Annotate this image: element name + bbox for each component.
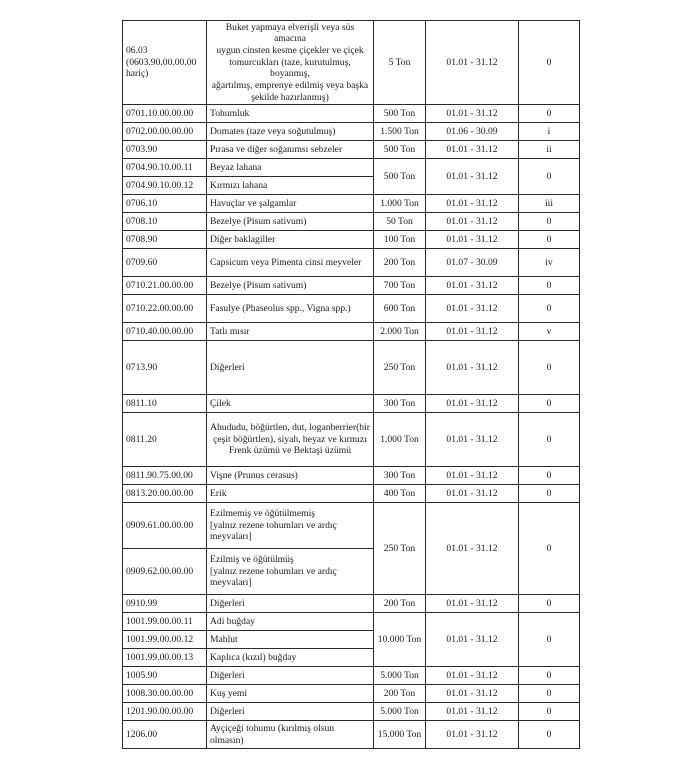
product-description-cell: Capsicum veya Pimenta cinsi meyveler — [207, 249, 374, 277]
product-description-cell: Fasulye (Phaseolus spp., Vigna spp.) — [207, 295, 374, 323]
quota-note-cell: 0 — [519, 413, 580, 467]
quota-period-cell: 01.01 - 31.12 — [426, 467, 519, 485]
hs-code-cell: 0713.90 — [123, 341, 207, 395]
hs-code-cell: 0710.22.00.00.00 — [123, 295, 207, 323]
hs-code-cell: 1206.00 — [123, 721, 207, 749]
hs-code-cell: 0704.90.10.00.12 — [123, 177, 207, 195]
hs-code-cell: 1005.90 — [123, 667, 207, 685]
quota-quantity-cell: 250 Ton — [374, 503, 426, 595]
quota-note-cell: 0 — [519, 685, 580, 703]
hs-code-cell: 0910.99 — [123, 595, 207, 613]
hs-code-cell: 0909.61.00.00.00 — [123, 503, 207, 549]
quota-period-cell: 01.07 - 30.09 — [426, 249, 519, 277]
table-row — [123, 159, 580, 177]
quota-note-cell: 0 — [519, 595, 580, 613]
product-description-cell: Ezilmemiş ve öğütülmemiş [yalnız rezene tohumları ve ardıç meyvaları] — [207, 503, 374, 549]
product-description-cell: Kaplıca (kızıl) buğday — [207, 649, 374, 667]
table-row — [123, 323, 580, 341]
hs-code-cell: 0909.62.00.00.00 — [123, 549, 207, 595]
product-description-cell: Kuş yemi — [207, 685, 374, 703]
product-description-cell: Beyaz lahana — [207, 159, 374, 177]
tariff-quota-table — [122, 20, 580, 749]
product-description-cell: Diğerleri — [207, 595, 374, 613]
quota-period-cell: 01.01 - 31.12 — [426, 277, 519, 295]
hs-code-cell: 0811.10 — [123, 395, 207, 413]
hs-code-cell: 0704.90.10.00.11 — [123, 159, 207, 177]
hs-code-cell: 0703.90 — [123, 141, 207, 159]
product-description-cell: Havuçlar ve şalgamlar — [207, 195, 374, 213]
quota-period-cell: 01.01 - 31.12 — [426, 703, 519, 721]
quota-note-cell: 0 — [519, 21, 580, 105]
table-row — [123, 685, 580, 703]
table-row — [123, 249, 580, 277]
quota-note-cell: 0 — [519, 395, 580, 413]
table-row — [123, 703, 580, 721]
product-description-cell: Adi buğday — [207, 613, 374, 631]
table-row — [123, 21, 580, 105]
quota-note-cell: iii — [519, 195, 580, 213]
quota-period-cell: 01.01 - 31.12 — [426, 231, 519, 249]
quota-quantity-cell: 15.000 Ton — [374, 721, 426, 749]
quota-period-cell: 01.01 - 31.12 — [426, 667, 519, 685]
table-row — [123, 667, 580, 685]
hs-code-cell: 0708.10 — [123, 213, 207, 231]
product-description-cell: Diğerleri — [207, 703, 374, 721]
quota-quantity-cell: 200 Ton — [374, 685, 426, 703]
quota-quantity-cell: 50 Ton — [374, 213, 426, 231]
quota-quantity-cell: 5 Ton — [374, 21, 426, 105]
quota-quantity-cell: 400 Ton — [374, 485, 426, 503]
quota-quantity-cell: 1.500 Ton — [374, 123, 426, 141]
product-description-cell: Buket yapmaya elverişli veya süs amacına uygun cinsten kesme çiçekler ve çiçek tomurcukları (taze, kurutulmuş, boyanmış, ağartılmış, emprenye edilmiş veya başka şekilde hazırlanmış) — [207, 21, 374, 105]
quota-note-cell: 0 — [519, 213, 580, 231]
hs-code-cell: 0708.90 — [123, 231, 207, 249]
quota-note-cell: 0 — [519, 159, 580, 195]
quota-period-cell: 01.01 - 31.12 — [426, 323, 519, 341]
quota-note-cell: v — [519, 323, 580, 341]
quota-quantity-cell: 500 Ton — [374, 105, 426, 123]
hs-code-cell: 0701.10.00.00.00 — [123, 105, 207, 123]
product-description-cell: Çilek — [207, 395, 374, 413]
product-description-cell: Bezelye (Pisum sativum) — [207, 277, 374, 295]
quota-period-cell: 01.01 - 31.12 — [426, 195, 519, 213]
product-description-cell: Pırasa ve diğer soğanımsı sebzeler — [207, 141, 374, 159]
quota-period-cell: 01.01 - 31.12 — [426, 685, 519, 703]
quota-quantity-cell: 600 Ton — [374, 295, 426, 323]
quota-period-cell: 01.01 - 31.12 — [426, 213, 519, 231]
table-body — [123, 21, 580, 749]
hs-code-cell: 0811.20 — [123, 413, 207, 467]
hs-code-cell: 1001.99.00.00.13 — [123, 649, 207, 667]
hs-code-cell: 0813.20.00.00.00 — [123, 485, 207, 503]
table-row — [123, 395, 580, 413]
product-description-cell: Diğer baklagiller — [207, 231, 374, 249]
quota-period-cell: 01.01 - 31.12 — [426, 503, 519, 595]
quota-quantity-cell: 1.000 Ton — [374, 195, 426, 213]
quota-note-cell: 0 — [519, 105, 580, 123]
quota-quantity-cell: 700 Ton — [374, 277, 426, 295]
quota-note-cell: 0 — [519, 467, 580, 485]
quota-quantity-cell: 2.000 Ton — [374, 323, 426, 341]
quota-quantity-cell: 10.000 Ton — [374, 613, 426, 667]
table-row — [123, 721, 580, 749]
table-row — [123, 413, 580, 467]
quota-period-cell: 01.01 - 31.12 — [426, 295, 519, 323]
quota-note-cell: iv — [519, 249, 580, 277]
table-row — [123, 141, 580, 159]
quota-note-cell: 0 — [519, 667, 580, 685]
quota-quantity-cell: 300 Ton — [374, 395, 426, 413]
hs-code-cell: 0710.40.00.00.00 — [123, 323, 207, 341]
product-description-cell: Erik — [207, 485, 374, 503]
quota-note-cell: i — [519, 123, 580, 141]
quota-note-cell: ii — [519, 141, 580, 159]
quota-period-cell: 01.01 - 31.12 — [426, 395, 519, 413]
table-row — [123, 105, 580, 123]
hs-code-cell: 1001.99.00.00.12 — [123, 631, 207, 649]
product-description-cell: Ahududu, böğürtlen, dut, loganberrier(bir çeşit böğürtlen), siyah, beyaz ve kırmızı Frenk üzümü ve Bektaşi üzümü — [207, 413, 374, 467]
hs-code-cell: 0811.90.75.00.00 — [123, 467, 207, 485]
table-row — [123, 467, 580, 485]
quota-period-cell: 01.01 - 31.12 — [426, 413, 519, 467]
quota-note-cell: 0 — [519, 295, 580, 323]
quota-period-cell: 01.01 - 31.12 — [426, 721, 519, 749]
hs-code-cell: 1008.30.00.00.00 — [123, 685, 207, 703]
quota-note-cell: 0 — [519, 277, 580, 295]
table-row — [123, 485, 580, 503]
product-description-cell: Ayçiçeği tohumu (kırılmış olsun olmasın) — [207, 721, 374, 749]
product-description-cell: Vişne (Prunus cerasus) — [207, 467, 374, 485]
product-description-cell: Ezilmiş ve öğütülmüş [yalnız rezene tohumları ve ardıç meyvaları] — [207, 549, 374, 595]
product-description-cell: Kırmızı lahana — [207, 177, 374, 195]
product-description-cell: Domates (taze veya soğutulmuş) — [207, 123, 374, 141]
quota-note-cell: 0 — [519, 231, 580, 249]
hs-code-cell: 1001.99.00.00.11 — [123, 613, 207, 631]
hs-code-cell: 0706.10 — [123, 195, 207, 213]
quota-period-cell: 01.01 - 31.12 — [426, 141, 519, 159]
quota-quantity-cell: 500 Ton — [374, 141, 426, 159]
quota-quantity-cell: 5.000 Ton — [374, 667, 426, 685]
quota-quantity-cell: 100 Ton — [374, 231, 426, 249]
quota-quantity-cell: 300 Ton — [374, 467, 426, 485]
quota-period-cell: 01.01 - 31.12 — [426, 105, 519, 123]
quota-period-cell: 01.01 - 31.12 — [426, 595, 519, 613]
table-row — [123, 613, 580, 631]
quota-quantity-cell: 500 Ton — [374, 159, 426, 195]
quota-quantity-cell: 1.000 Ton — [374, 413, 426, 467]
table-row — [123, 341, 580, 395]
quota-quantity-cell: 5.000 Ton — [374, 703, 426, 721]
hs-code-cell: 06.03 (0603.90.00.00.00 hariç) — [123, 21, 207, 105]
hs-code-cell: 0709.60 — [123, 249, 207, 277]
product-description-cell: Tatlı mısır — [207, 323, 374, 341]
hs-code-cell: 0702.00.00.00.00 — [123, 123, 207, 141]
quota-quantity-cell: 250 Ton — [374, 341, 426, 395]
product-description-cell: Mahlut — [207, 631, 374, 649]
table-row — [123, 595, 580, 613]
quota-period-cell: 01.01 - 31.12 — [426, 341, 519, 395]
quota-note-cell: 0 — [519, 341, 580, 395]
quota-quantity-cell: 200 Ton — [374, 249, 426, 277]
table-row — [123, 231, 580, 249]
quota-note-cell: 0 — [519, 721, 580, 749]
quota-period-cell: 01.01 - 31.12 — [426, 159, 519, 195]
quota-period-cell: 01.01 - 31.12 — [426, 21, 519, 105]
hs-code-cell: 1201.90.00.00.00 — [123, 703, 207, 721]
table-row — [123, 295, 580, 323]
quota-note-cell: 0 — [519, 613, 580, 667]
quota-note-cell: 0 — [519, 485, 580, 503]
hs-code-cell: 0710.21.00.00.00 — [123, 277, 207, 295]
table-row — [123, 277, 580, 295]
quota-period-cell: 01.06 - 30.09 — [426, 123, 519, 141]
table-row — [123, 195, 580, 213]
product-description-cell: Diğerleri — [207, 667, 374, 685]
product-description-cell: Bezelye (Pisum sativum) — [207, 213, 374, 231]
quota-note-cell: 0 — [519, 503, 580, 595]
table-row — [123, 503, 580, 549]
product-description-cell: Tohumluk — [207, 105, 374, 123]
quota-period-cell: 01.01 - 31.12 — [426, 613, 519, 667]
table-row — [123, 213, 580, 231]
table-row — [123, 123, 580, 141]
product-description-cell: Diğerleri — [207, 341, 374, 395]
quota-quantity-cell: 200 Ton — [374, 595, 426, 613]
quota-note-cell: 0 — [519, 703, 580, 721]
quota-period-cell: 01.01 - 31.12 — [426, 485, 519, 503]
